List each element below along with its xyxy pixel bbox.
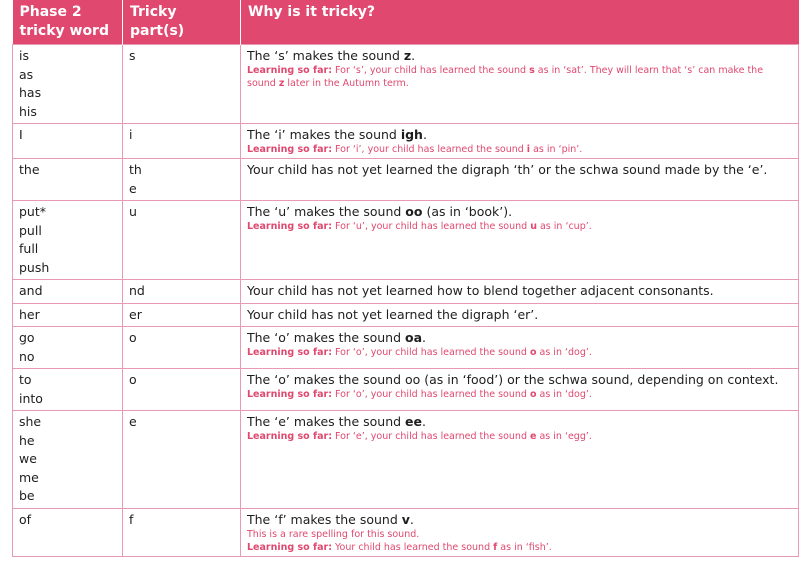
note-text: For ‘i’, your child has learned the sound <box>332 144 527 155</box>
explanation-cell <box>241 327 799 369</box>
tricky-part: i <box>129 127 133 142</box>
tricky-word: and <box>19 283 43 298</box>
tricky-word: the <box>19 162 40 177</box>
future-sound: z <box>278 78 285 89</box>
learning-so-far-note <box>247 143 792 156</box>
explanation-cell <box>241 201 799 280</box>
learned-sound: o <box>529 389 537 400</box>
explanation-text <box>247 282 792 299</box>
table-header-row <box>13 0 799 45</box>
sound-label: v <box>401 511 410 527</box>
explanation-text <box>247 126 792 143</box>
explanation-text <box>247 161 792 178</box>
tricky-word: of <box>19 511 32 527</box>
tricky-part: er <box>129 306 142 322</box>
explanation-cell <box>241 45 799 124</box>
note-text: For ‘s’, your child has learned the sound <box>332 65 530 76</box>
note-text: For ‘u’, your child has learned the sound <box>332 221 531 232</box>
explanation-tail: (as in ‘book’). <box>422 204 513 219</box>
table-row <box>13 508 799 556</box>
note-text: as in ‘dog’. <box>536 347 592 358</box>
learning-so-far-note <box>247 64 792 90</box>
tricky-word: her <box>19 306 40 322</box>
explanation-cell <box>241 280 799 304</box>
tricky-part-cell <box>123 303 241 327</box>
explanation-text <box>247 371 792 388</box>
explanation-text <box>247 329 792 346</box>
note-text: as in ‘dog’. <box>536 389 592 400</box>
table-row <box>13 124 799 159</box>
explanation-tail: . <box>422 414 426 429</box>
tricky-word: we <box>19 451 37 466</box>
tricky-word: go <box>19 330 35 345</box>
table-row <box>13 369 799 411</box>
header-tricky-parts: Tricky part(s) <box>123 0 241 45</box>
tricky-word-cell <box>13 508 123 556</box>
explanation-sentence: Your child has not yet learned how to blend together adjacent consonants. <box>247 283 714 298</box>
explanation-text <box>247 306 792 323</box>
learned-sound: i <box>526 144 531 155</box>
explanation-lead: The ‘s’ makes the sound <box>247 48 404 63</box>
tricky-word: full <box>19 241 39 256</box>
learning-so-far-note <box>247 220 792 233</box>
learning-so-far-note <box>247 541 792 554</box>
note-text: as in ‘cup’. <box>536 221 592 232</box>
learning-so-far-label: Learning so far: <box>247 431 332 442</box>
tricky-word: she <box>19 414 42 429</box>
tricky-part-cell <box>123 45 241 124</box>
explanation-lead: The ‘o’ makes the sound <box>247 330 405 345</box>
learning-so-far-label: Learning so far: <box>247 144 332 155</box>
tricky-words-table <box>12 0 799 557</box>
tricky-word: be <box>19 488 35 503</box>
tricky-word: me <box>19 469 39 485</box>
explanation-cell <box>241 411 799 509</box>
tricky-word: to <box>19 372 32 387</box>
sound-label: igh <box>400 127 423 142</box>
learned-sound: f <box>493 541 498 553</box>
table-row <box>13 280 799 304</box>
tricky-word: is <box>19 48 29 63</box>
explanation-lead: The ‘u’ makes the sound <box>247 204 406 219</box>
learning-so-far-note <box>247 388 792 401</box>
note-text: Your child has learned the sound <box>332 541 494 553</box>
explanation-sentence: Your child has not yet learned the digraph ‘th’ or the schwa sound made by the ‘e’. <box>247 162 768 177</box>
tricky-word: push <box>19 259 50 275</box>
tricky-word: I <box>19 127 23 142</box>
learned-sound: e <box>530 431 537 442</box>
explanation-sentence: The ‘o’ makes the sound oo (as in ‘food’) or the schwa sound, depending on context. <box>247 372 779 387</box>
note-text: as in ‘sat’. They will learn that ‘s’ can make the sound <box>247 65 764 89</box>
tricky-part-cell <box>123 508 241 556</box>
learning-so-far-label: Learning so far: <box>247 221 332 232</box>
learning-so-far-note <box>247 430 792 443</box>
note-text: For ‘e’, your child has learned the sound <box>332 431 530 442</box>
learned-sound: u <box>530 221 537 232</box>
tricky-word-cell <box>13 45 123 124</box>
note-text: as in ‘pin’. <box>530 144 583 155</box>
table-row <box>13 327 799 369</box>
note-text: later in the Autumn term. <box>284 78 409 89</box>
tricky-word: no <box>19 348 35 364</box>
explanation-lead: The ‘i’ makes the sound <box>247 127 401 142</box>
tricky-part: nd <box>129 283 145 298</box>
tricky-part: u <box>129 204 137 219</box>
explanation-text <box>247 203 792 220</box>
tricky-part-cell <box>123 369 241 411</box>
explanation-lead: The ‘f’ makes the sound <box>247 511 402 527</box>
explanation-text <box>247 413 792 430</box>
explanation-text <box>247 47 792 64</box>
tricky-part-cell <box>123 280 241 304</box>
tricky-part: o <box>129 330 137 345</box>
tricky-word: into <box>19 390 43 406</box>
tricky-part-cell <box>123 327 241 369</box>
learning-so-far-note <box>247 346 792 359</box>
note-text: as in ‘egg’. <box>536 431 592 442</box>
tricky-word: his <box>19 103 37 119</box>
explanation-cell <box>241 303 799 327</box>
explanation-tail: . <box>422 127 427 142</box>
tricky-part: s <box>129 48 136 63</box>
explanation-cell <box>241 369 799 411</box>
explanation-cell <box>241 124 799 159</box>
tricky-word: put* <box>19 204 47 219</box>
table-row <box>13 201 799 280</box>
header-why-tricky: Why is it tricky? <box>241 0 799 45</box>
tricky-word-cell <box>13 369 123 411</box>
tricky-word-cell <box>13 303 123 327</box>
tricky-word-cell <box>13 327 123 369</box>
explanation-lead: The ‘e’ makes the sound <box>247 414 406 429</box>
tricky-word-cell <box>13 159 123 201</box>
learning-so-far-label: Learning so far: <box>247 65 332 76</box>
tricky-word-cell <box>13 411 123 509</box>
tricky-word: has <box>19 85 42 100</box>
tricky-part-cell <box>123 201 241 280</box>
tricky-part: e <box>129 414 137 429</box>
explanation-cell <box>241 159 799 201</box>
explanation-cell <box>241 508 799 556</box>
tricky-part-cell <box>123 159 241 201</box>
note-text: For ‘o’, your child has learned the sound <box>332 389 530 400</box>
table-row <box>13 45 799 124</box>
sound-label: oo <box>405 204 423 219</box>
tricky-part: o <box>129 372 137 387</box>
tricky-part: f <box>129 511 134 527</box>
rare-spelling-note: This is a rare spelling for this sound. <box>247 528 420 540</box>
tricky-word-cell <box>13 124 123 159</box>
tricky-part: th <box>129 162 142 177</box>
sound-label: z <box>403 48 412 63</box>
learning-so-far-label: Learning so far: <box>247 389 332 400</box>
learned-sound: s <box>529 65 535 76</box>
tricky-word: as <box>19 66 34 82</box>
learning-so-far-label: Learning so far: <box>247 541 332 553</box>
header-tricky-word: Phase 2 tricky word <box>13 0 123 45</box>
sound-label: ee <box>405 414 423 429</box>
explanation-text <box>247 511 792 528</box>
tricky-part: e <box>129 180 137 196</box>
note-text: For ‘o’, your child has learned the sound <box>332 347 530 358</box>
table-row <box>13 159 799 201</box>
explanation-tail: . <box>411 48 416 63</box>
tricky-word-cell <box>13 201 123 280</box>
sound-label: oa <box>405 330 423 345</box>
explanation-tail: . <box>409 511 414 527</box>
learned-sound: o <box>529 347 537 358</box>
table-row <box>13 411 799 509</box>
tricky-word-cell <box>13 280 123 304</box>
tricky-word: pull <box>19 222 42 238</box>
learning-so-far-label: Learning so far: <box>247 347 332 358</box>
explanation-tail: . <box>422 330 427 345</box>
note-text: as in ‘fish’. <box>497 541 552 553</box>
tricky-part-cell <box>123 411 241 509</box>
table-row <box>13 303 799 327</box>
tricky-part-cell <box>123 124 241 159</box>
explanation-sentence: Your child has not yet learned the digraph ‘er’. <box>247 306 539 322</box>
tricky-word: he <box>19 432 35 448</box>
